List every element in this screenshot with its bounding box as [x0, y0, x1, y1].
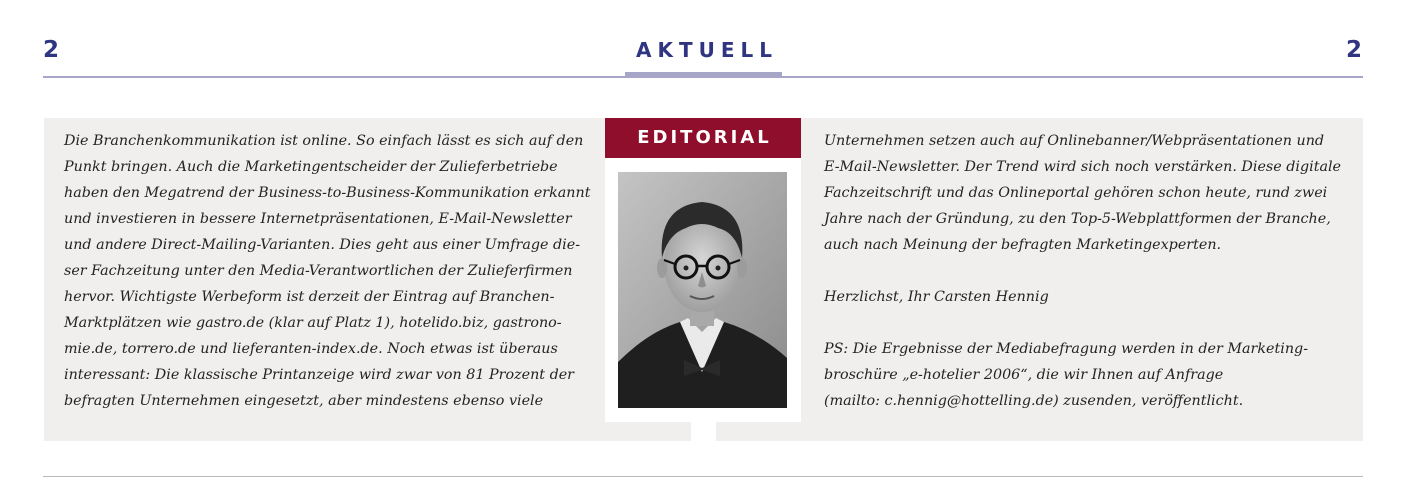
text-line: PS: Die Ergebnisse der Mediabefragung werden in der Marketing-	[824, 341, 1309, 357]
author-portrait	[618, 172, 787, 408]
postscript	[824, 336, 1344, 414]
section-title: AKTUELL	[635, 38, 778, 62]
text-line: Jahre nach der Gründung, zu den Top-5-Webplattformen der Branche,	[824, 211, 1331, 227]
page-number-right: 2	[1345, 37, 1362, 63]
text-line: und andere Direct-Mailing-Varianten. Dies geht aus einer Umfrage die-	[64, 237, 581, 253]
header-rule	[43, 76, 1363, 78]
text-line: mie.de, torrero.de und lieferanten-index.de. Noch etwas ist überaus	[64, 341, 558, 357]
signature	[824, 284, 1344, 310]
bottom-rule	[43, 476, 1363, 477]
text-line: interessant: Die klassische Printanzeige wird zwar von 81 Prozent der	[64, 367, 575, 383]
text-line: Fachzeitschrift und das Onlineportal gehören schon heute, rund zwei	[824, 185, 1328, 201]
text-line: befragten Unternehmen eingesetzt, aber mindestens ebenso viele	[64, 393, 544, 409]
text-line: auch nach Meinung der befragten Marketingexperten.	[824, 237, 1222, 253]
signature-line: Herzlichst, Ihr Carsten Hennig	[824, 289, 1049, 305]
page-number-left: 2	[43, 37, 60, 63]
text-line: hervor. Wichtigste Werbeform ist derzeit der Eintrag auf Branchen-	[64, 289, 555, 305]
text-line: haben den Megatrend der Business-to-Business-Kommunikation erkannt	[64, 185, 591, 201]
editorial-label: EDITORIAL	[605, 118, 801, 158]
editorial-right-column	[824, 128, 1344, 414]
text-line: broschüre „e-hotelier 2006“, die wir Ihnen auf Anfrage	[824, 367, 1224, 383]
text-line: Punkt bringen. Auch die Marketingentscheider der Zulieferbetriebe	[64, 159, 558, 175]
text-line: (mailto: c.hennig@hottelling.de) zusenden, veröffentlicht.	[824, 393, 1244, 409]
text-line: ser Fachzeitung unter den Media-Verantwortlichen der Zulieferfirmen	[64, 263, 573, 279]
paragraph	[824, 128, 1344, 258]
text-line: E-Mail-Newsletter. Der Trend wird sich noch verstärken. Diese digitale	[824, 159, 1341, 175]
text-line: Marktplätzen wie gastro.de (klar auf Platz 1), hotelido.biz, gastrono-	[64, 315, 562, 331]
text-line: und investieren in bessere Internetpräsentationen, E-Mail-Newsletter	[64, 211, 572, 227]
text-line: Unternehmen setzen auch auf Onlinebanner/Webpräsentationen und	[824, 133, 1325, 149]
editorial-card-notch	[691, 422, 716, 441]
editorial-left-column	[64, 128, 589, 414]
text-line: Die Branchenkommunikation ist online. So einfach lässt es sich auf den	[64, 133, 584, 149]
